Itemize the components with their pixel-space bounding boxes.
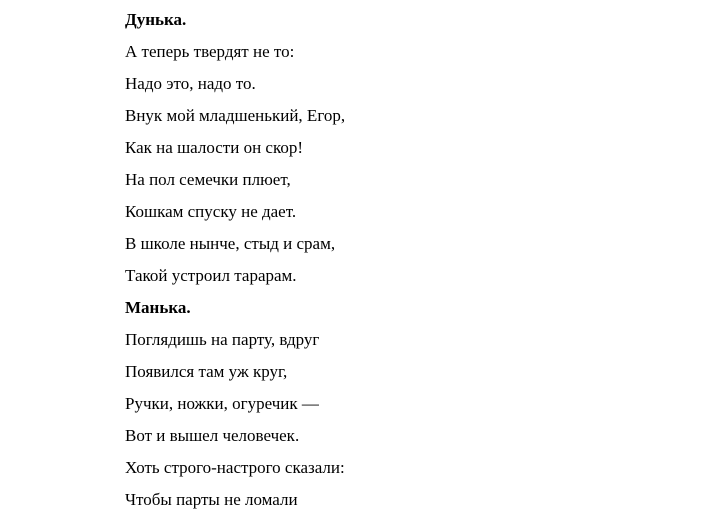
poem-text	[125, 4, 345, 516]
speaker-name: Манька.	[125, 298, 191, 317]
poem-line: Ручки, ножки, огуречик —	[125, 394, 319, 413]
poem-line: На пол семечки плюет,	[125, 170, 291, 189]
poem-line: А теперь твердят не то:	[125, 42, 295, 61]
poem-line: Хоть строго-настрого сказали:	[125, 458, 345, 477]
speaker-name: Дунька.	[125, 10, 187, 29]
poem-line: Внук мой младшенький, Егор,	[125, 106, 346, 125]
poem-line: В школе нынче, стыд и срам,	[125, 234, 336, 253]
poem-line: Такой устроил тарарам.	[125, 266, 297, 285]
poem-line: Поглядишь на парту, вдруг	[125, 330, 320, 349]
poem-line: Вот и вышел человечек.	[125, 426, 300, 445]
poem-line: Надо это, надо то.	[125, 74, 256, 93]
poem-line: Появился там уж круг,	[125, 362, 288, 381]
poem-line: Как на шалости он скор!	[125, 138, 304, 157]
poem-line: Кошкам спуску не дает.	[125, 202, 297, 221]
poem-line: Чтобы парты не ломали	[125, 490, 298, 509]
